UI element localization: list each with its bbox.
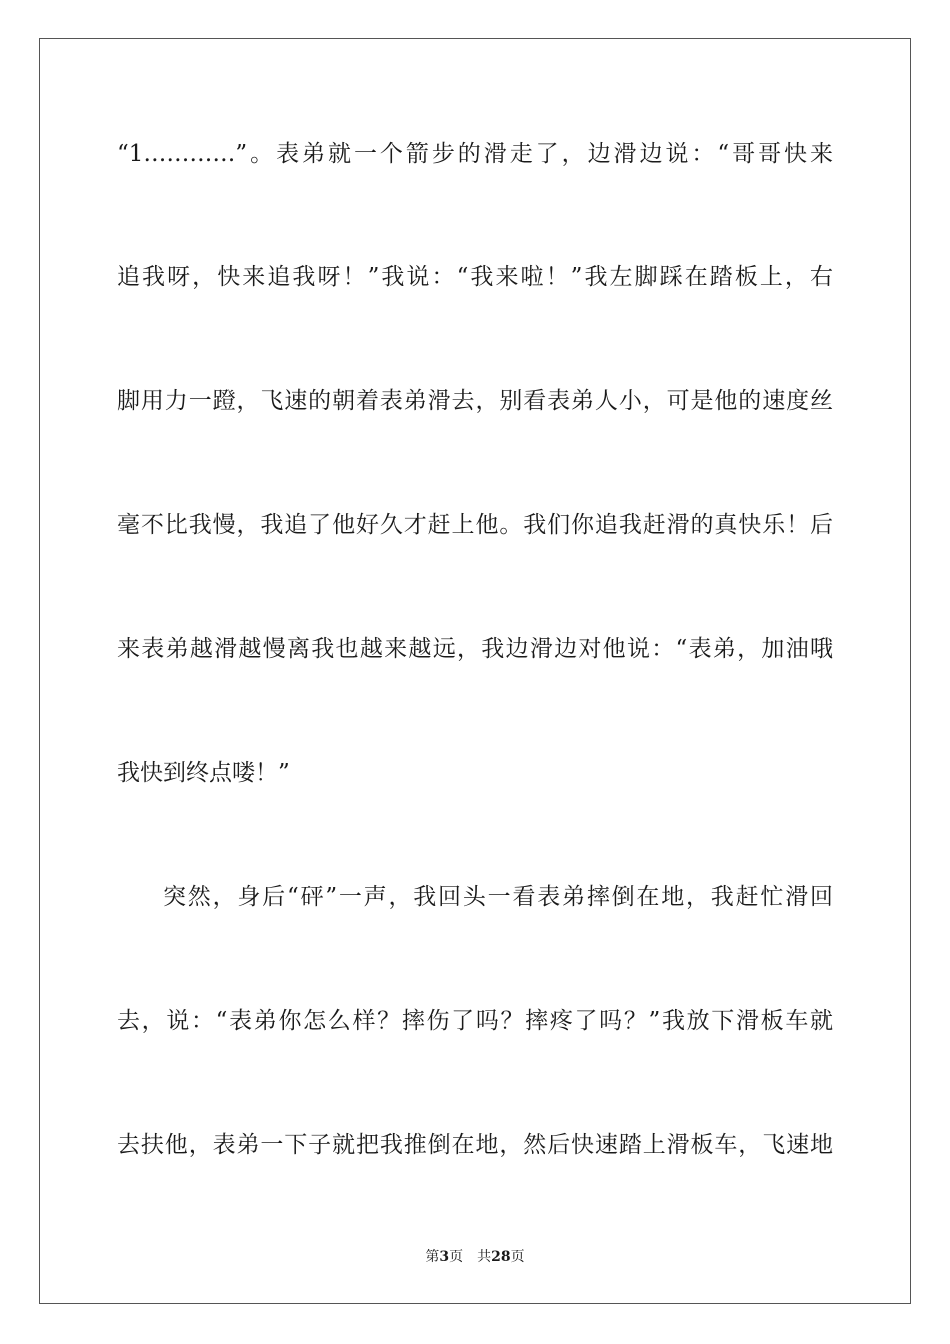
footer-page-number: 3 [439,1249,450,1265]
text-line-1: “1…………”。表弟就一个箭步的滑走了，边滑边说：“哥哥快来 [117,141,833,167]
text-line-5: 来表弟越滑越慢离我也越来越远，我边滑边对他说：“表弟，加油哦 [117,636,833,662]
text-line-6: 我快到终点喽！” [117,760,290,786]
page-border [39,38,911,1304]
text-line-3: 脚用力一蹬，飞速的朝着表弟滑去，别看表弟人小，可是他的速度丝 [117,388,833,414]
footer-total-number: 28 [491,1249,511,1265]
text-line-9: 去扶他，表弟一下子就把我推倒在地，然后快速踏上滑板车，飞速地 [117,1132,833,1158]
text-line-7: 突然，身后“砰”一声，我回头一看表弟摔倒在地，我赶忙滑回 [163,884,833,910]
footer-total-suffix: 页 [510,1249,525,1265]
text-line-2: 追我呀，快来追我呀！”我说：“我来啦！”我左脚踩在踏板上，右 [117,264,833,290]
text-line-4: 毫不比我慢，我追了他好久才赶上他。我们你追我赶滑的真快乐！后 [117,512,833,538]
footer-page-suffix: 页 [449,1249,464,1265]
footer-total-prefix: 共 [477,1249,492,1265]
footer-page-prefix: 第 [425,1249,440,1265]
page-footer [0,1246,950,1266]
text-line-8: 去，说：“表弟你怎么样？摔伤了吗？摔疼了吗？”我放下滑板车就 [117,1008,833,1034]
